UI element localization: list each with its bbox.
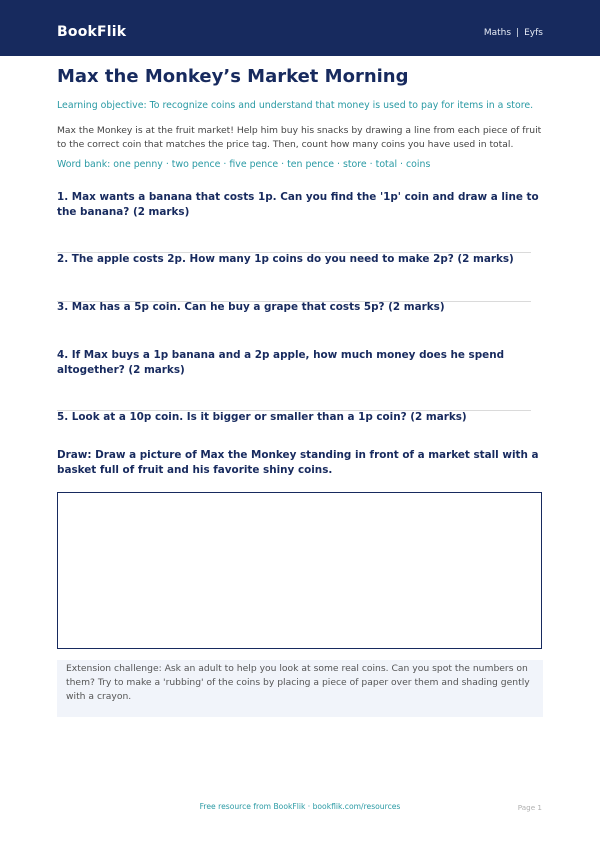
question-3: 3. Max has a 5p coin. Can he buy a grape that costs 5p? (2 marks) (57, 301, 445, 313)
extension-challenge: Extension challenge: Ask an adult to help you look at some real coins. Can you spot the numbers on them? Try to make a 'rubbing' of the coins by placing a piece of paper over them and shading gently with a crayon. (57, 660, 543, 717)
page-number: Page 1 (517, 803, 542, 812)
meta-separator: | (516, 28, 520, 38)
level-label: Eyfs (524, 28, 543, 38)
question-4: 4. If Max buys a 1p banana and a 2p apple, how much money does he spend altogether? (2 marks) (57, 349, 505, 376)
footer-credit[interactable]: Free resource from BookFlik · bookflik.com/resources (199, 802, 401, 811)
drawing-area[interactable] (57, 492, 542, 649)
worksheet-title: Max the Monkey’s Market Morning (57, 66, 409, 87)
site-header (0, 0, 600, 56)
question-2: 2. The apple costs 2p. How many 1p coins do you need to make 2p? (2 marks) (57, 253, 514, 265)
question-1: 1. Max wants a banana that costs 1p. Can you find the '1p' coin and draw a line to the banana? (2 marks) (57, 191, 539, 218)
subject-level-tag (484, 28, 543, 38)
subject-label: Maths (483, 28, 512, 38)
draw-prompt: Draw: Draw a picture of Max the Monkey standing in front of a market stall with a basket full of fruit and his favorite shiny coins. (57, 449, 539, 476)
intro-paragraph: Max the Monkey is at the fruit market! Help him buy his snacks by drawing a line from each piece of fruit to the correct coin that matches the price tag. Then, count how many coins you have used in total. (57, 125, 542, 150)
word-bank: Word bank: one penny · two pence · five pence · ten pence · store · total · coins (57, 159, 431, 170)
brand-logo[interactable]: BookFlik (57, 24, 127, 40)
learning-objective: Learning objective: To recognize coins and understand that money is used to pay for items in a store. (57, 100, 534, 111)
question-5: 5. Look at a 10p coin. Is it bigger or smaller than a 1p coin? (2 marks) (57, 411, 467, 423)
